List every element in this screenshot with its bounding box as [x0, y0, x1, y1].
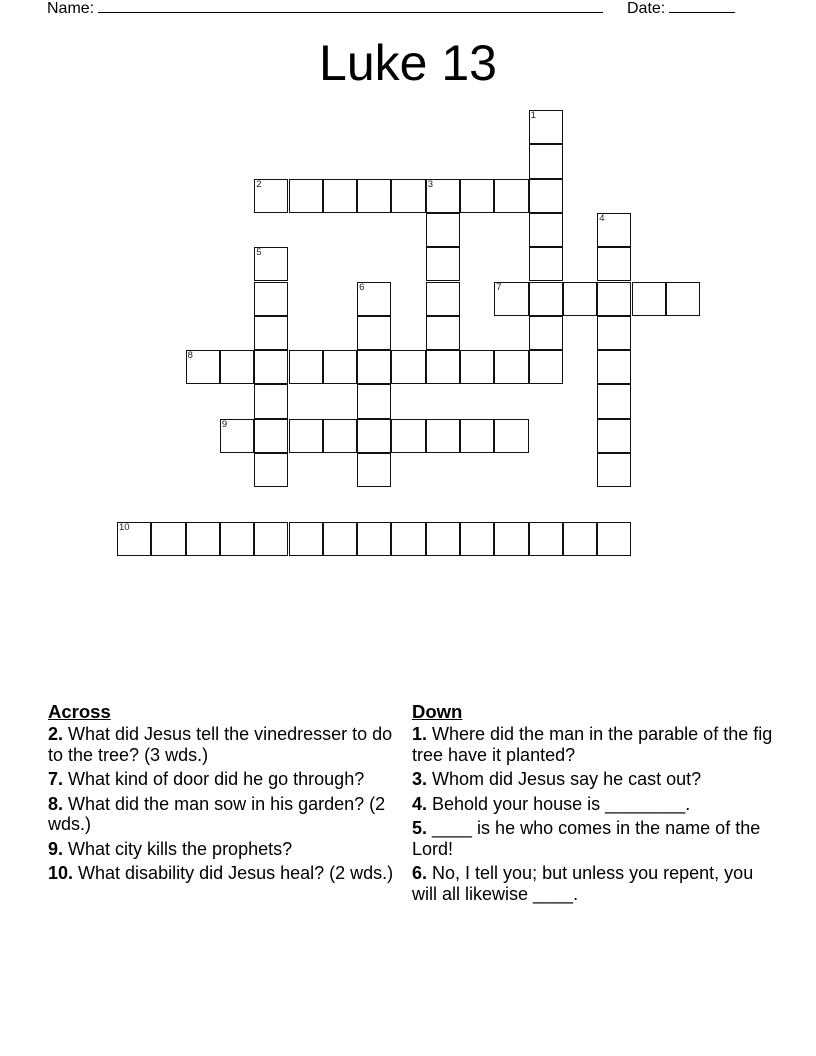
clue-number: 9	[221, 418, 228, 430]
across-clues	[48, 700, 408, 888]
grid-cell[interactable]	[289, 419, 323, 453]
clue-item	[412, 794, 782, 815]
clue-text: What did Jesus tell the vinedresser to do to the tree? (3 wds.)	[48, 724, 393, 765]
grid-cell[interactable]	[597, 419, 631, 453]
grid-cell[interactable]	[289, 179, 323, 213]
down-clues	[412, 700, 782, 908]
grid-cell[interactable]	[494, 179, 528, 213]
grid-cell[interactable]	[357, 384, 391, 418]
grid-cell[interactable]	[254, 179, 288, 213]
clue-item	[412, 769, 782, 790]
grid-cell[interactable]	[529, 316, 563, 350]
grid-cell[interactable]	[426, 282, 460, 316]
clue-number: 6	[359, 281, 365, 293]
clue-item	[48, 724, 408, 765]
grid-cell[interactable]	[494, 350, 528, 384]
grid-cell[interactable]	[460, 419, 494, 453]
clue-number-label: 7.	[48, 769, 64, 789]
grid-cell[interactable]	[529, 350, 563, 384]
grid-cell[interactable]	[391, 522, 425, 556]
grid-cell[interactable]	[220, 350, 254, 384]
clue-number-label: 1.	[412, 724, 428, 744]
grid-cell[interactable]	[494, 522, 528, 556]
grid-cell[interactable]	[426, 419, 460, 453]
grid-cell[interactable]	[357, 350, 391, 384]
clue-item	[48, 794, 408, 835]
down-clue-list	[412, 724, 782, 904]
clue-text: What disability did Jesus heal? (2 wds.)	[73, 863, 394, 883]
clue-number-label: 8.	[48, 793, 64, 814]
grid-cell[interactable]	[460, 179, 494, 213]
grid-cell[interactable]	[529, 179, 563, 213]
grid-cell[interactable]	[254, 453, 288, 487]
clue-text: What city kills the prophets?	[63, 838, 293, 859]
grid-cell[interactable]	[254, 522, 288, 556]
grid-cell[interactable]	[254, 282, 288, 316]
clue-number: 3	[427, 178, 433, 190]
down-heading: Down	[412, 701, 463, 722]
clue-number: 5	[256, 247, 262, 259]
grid-cell[interactable]	[529, 110, 563, 144]
grid-cell[interactable]	[597, 213, 631, 247]
grid-cell[interactable]	[357, 419, 391, 453]
grid-cell[interactable]	[426, 213, 460, 247]
grid-cell[interactable]	[391, 350, 425, 384]
grid-cell[interactable]	[563, 522, 597, 556]
grid-cell[interactable]	[220, 522, 254, 556]
grid-cell[interactable]	[563, 282, 597, 316]
page-title: Luke 13	[319, 35, 497, 91]
clue-number: 7	[496, 281, 502, 293]
clue-number: 4	[599, 212, 605, 224]
clue-number-label: 6.	[412, 863, 428, 883]
grid-cell[interactable]	[357, 522, 391, 556]
grid-cell[interactable]	[529, 213, 563, 247]
clue-text: ____ is he who comes in the name of the Lord!	[412, 818, 761, 859]
grid-cell[interactable]	[323, 522, 357, 556]
grid-cell[interactable]	[426, 316, 460, 350]
clue-number: 8	[187, 350, 193, 362]
grid-cell[interactable]	[323, 179, 357, 213]
clue-item	[48, 863, 408, 884]
clue-text: Behold your house is ________.	[427, 793, 691, 814]
grid-cell[interactable]	[117, 522, 151, 556]
grid-cell[interactable]	[391, 419, 425, 453]
clue-item	[48, 839, 408, 860]
grid-cell[interactable]	[597, 453, 631, 487]
clue-number: 2	[256, 178, 262, 190]
grid-cell[interactable]	[323, 419, 357, 453]
grid-cell[interactable]	[494, 419, 528, 453]
clue-number-label: 5.	[412, 818, 428, 838]
clue-item	[412, 818, 782, 859]
clue-text: Whom did Jesus say he cast out?	[427, 769, 702, 789]
grid-cell[interactable]	[391, 179, 425, 213]
clue-text: No, I tell you; but unless you repent, you will all likewise ____.	[412, 863, 754, 904]
grid-cell[interactable]	[666, 282, 700, 316]
grid-cell[interactable]	[529, 282, 563, 316]
grid-cell[interactable]	[426, 179, 460, 213]
grid-cell[interactable]	[254, 419, 288, 453]
clue-number-label: 4.	[412, 793, 428, 814]
grid-cell[interactable]	[597, 350, 631, 384]
grid-cell[interactable]	[597, 384, 631, 418]
grid-cell[interactable]	[426, 522, 460, 556]
grid-cell[interactable]	[151, 522, 185, 556]
grid-cell[interactable]	[460, 522, 494, 556]
across-heading: Across	[48, 701, 111, 722]
grid-cell[interactable]	[529, 247, 563, 281]
clue-number-label: 9.	[48, 838, 64, 859]
grid-cell[interactable]	[357, 179, 391, 213]
clue-item	[412, 724, 782, 765]
grid-cell[interactable]	[632, 282, 666, 316]
grid-cell[interactable]	[254, 316, 288, 350]
grid-cell[interactable]	[289, 522, 323, 556]
grid-cell[interactable]	[323, 350, 357, 384]
grid-cell[interactable]	[529, 522, 563, 556]
date-label: Date:	[627, 0, 666, 17]
grid-cell[interactable]	[597, 247, 631, 281]
clue-item	[412, 863, 782, 904]
grid-cell[interactable]	[494, 282, 528, 316]
grid-cell[interactable]	[426, 247, 460, 281]
grid-cell[interactable]	[357, 453, 391, 487]
clue-number-label: 10.	[48, 863, 74, 883]
grid-cell[interactable]	[254, 350, 288, 384]
grid-cell[interactable]	[186, 522, 220, 556]
across-clue-list	[48, 724, 408, 884]
grid-cell[interactable]	[426, 350, 460, 384]
grid-cell[interactable]	[529, 144, 563, 178]
grid-cell[interactable]	[289, 350, 323, 384]
clue-number: 10	[119, 521, 130, 533]
clue-item	[48, 769, 408, 790]
grid-cell[interactable]	[357, 316, 391, 350]
grid-cell[interactable]	[357, 282, 391, 316]
clue-text: What did the man sow in his garden? (2 wds.)	[48, 793, 386, 834]
grid-cell[interactable]	[597, 316, 631, 350]
clue-number-label: 2.	[48, 724, 64, 744]
clue-number: 1	[530, 110, 536, 121]
grid-cell[interactable]	[254, 384, 288, 418]
grid-cell[interactable]	[254, 247, 288, 281]
clue-text: Where did the man in the parable of the fig tree have it planted?	[412, 724, 773, 765]
clue-number-label: 3.	[412, 769, 428, 789]
grid-cell[interactable]	[220, 419, 254, 453]
grid-cell[interactable]	[597, 282, 631, 316]
clue-text: What kind of door did he go through?	[63, 769, 365, 789]
name-label: Name:	[47, 0, 95, 17]
grid-cell[interactable]	[186, 350, 220, 384]
grid-cell[interactable]	[460, 350, 494, 384]
grid-cell[interactable]	[597, 522, 631, 556]
